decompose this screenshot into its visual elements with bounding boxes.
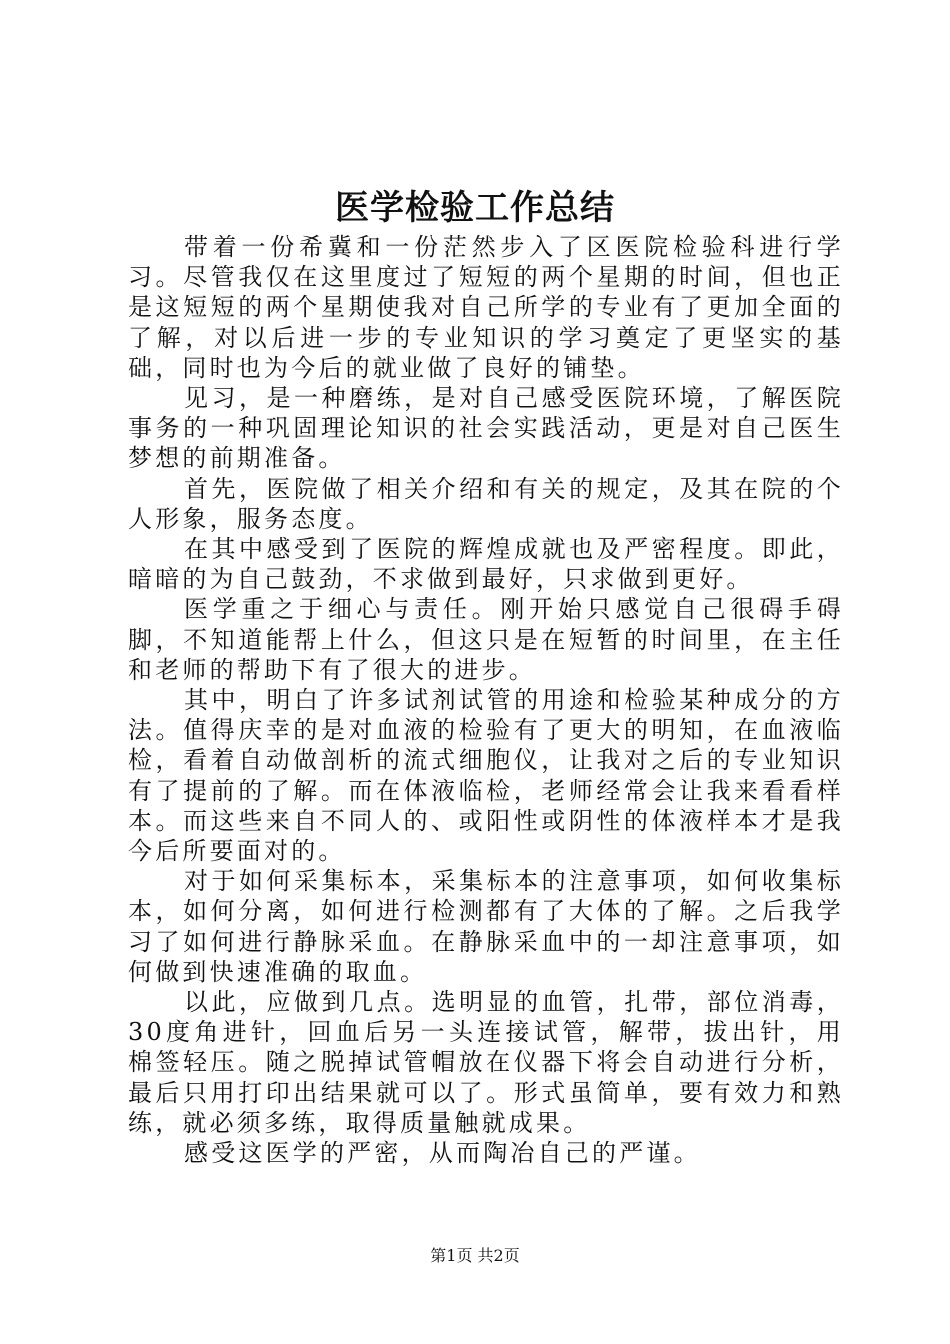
document-body	[128, 232, 844, 1168]
paragraph-2: 见习，是一种磨练，是对自己感受医院环境，了解医院事务的一种巩固理论知识的社会实践活动，更是对自己医生梦想的前期准备。	[128, 384, 844, 473]
paragraph-1: 带着一份希冀和一份茫然步入了区医院检验科进行学习。尽管我仅在这里度过了短短的两个星期的时间，但也正是这短短的两个星期使我对自己所学的专业有了更加全面的了解，对以后进一步的专业知识的学习奠定了更坚实的基础，同时也为今后的就业做了良好的铺垫。	[128, 233, 844, 382]
paragraph-8: 以此，应做到几点。选明显的血管，扎带，部位消毒，30度角进针，回血后另一头连接试管，解带，拔出针，用棉签轻压。随之脱掉试管帽放在仪器下将会自动进行分析，最后只用打印出结果就可以了。形式虽简单，要有效力和熟练，就必须多练，取得质量触就成果。	[128, 988, 844, 1137]
document-title: 医学检验工作总结	[335, 188, 615, 228]
paragraph-3: 首先，医院做了相关介绍和有关的规定，及其在院的个人形象，服务态度。	[128, 474, 844, 533]
paragraph-4: 在其中感受到了医院的辉煌成就也及严密程度。即此，暗暗的为自己鼓劲，不求做到最好，只求做到更好。	[128, 535, 844, 594]
paragraph-6: 其中，明白了许多试剂试管的用途和检验某种成分的方法。值得庆幸的是对血液的检验有了更大的明知，在血液临检，看着自动做剖析的流式细胞仪，让我对之后的专业知识有了提前的了解。而在体液临检，老师经常会让我来看看样本。而这些来自不同人的、或阳性或阴性的体液样本才是我今后所要面对的。	[128, 686, 844, 866]
paragraph-9: 感受这医学的严密，从而陶冶自己的严谨。	[184, 1139, 701, 1168]
page-footer: 第1页 共2页	[430, 1246, 520, 1265]
paragraph-5: 医学重之于细心与责任。刚开始只感觉自己很碍手碍脚，不知道能帮上什么，但这只是在短暂的时间里，在主任和老师的帮助下有了很大的进步。	[128, 595, 844, 684]
paragraph-7: 对于如何采集标本，采集标本的注意事项，如何收集标本，如何分离，如何进行检测都有了大体的了解。之后我学习了如何进行静脉采血。在静脉采血中的一却注意事项，如何做到快速准确的取血。	[128, 867, 844, 986]
